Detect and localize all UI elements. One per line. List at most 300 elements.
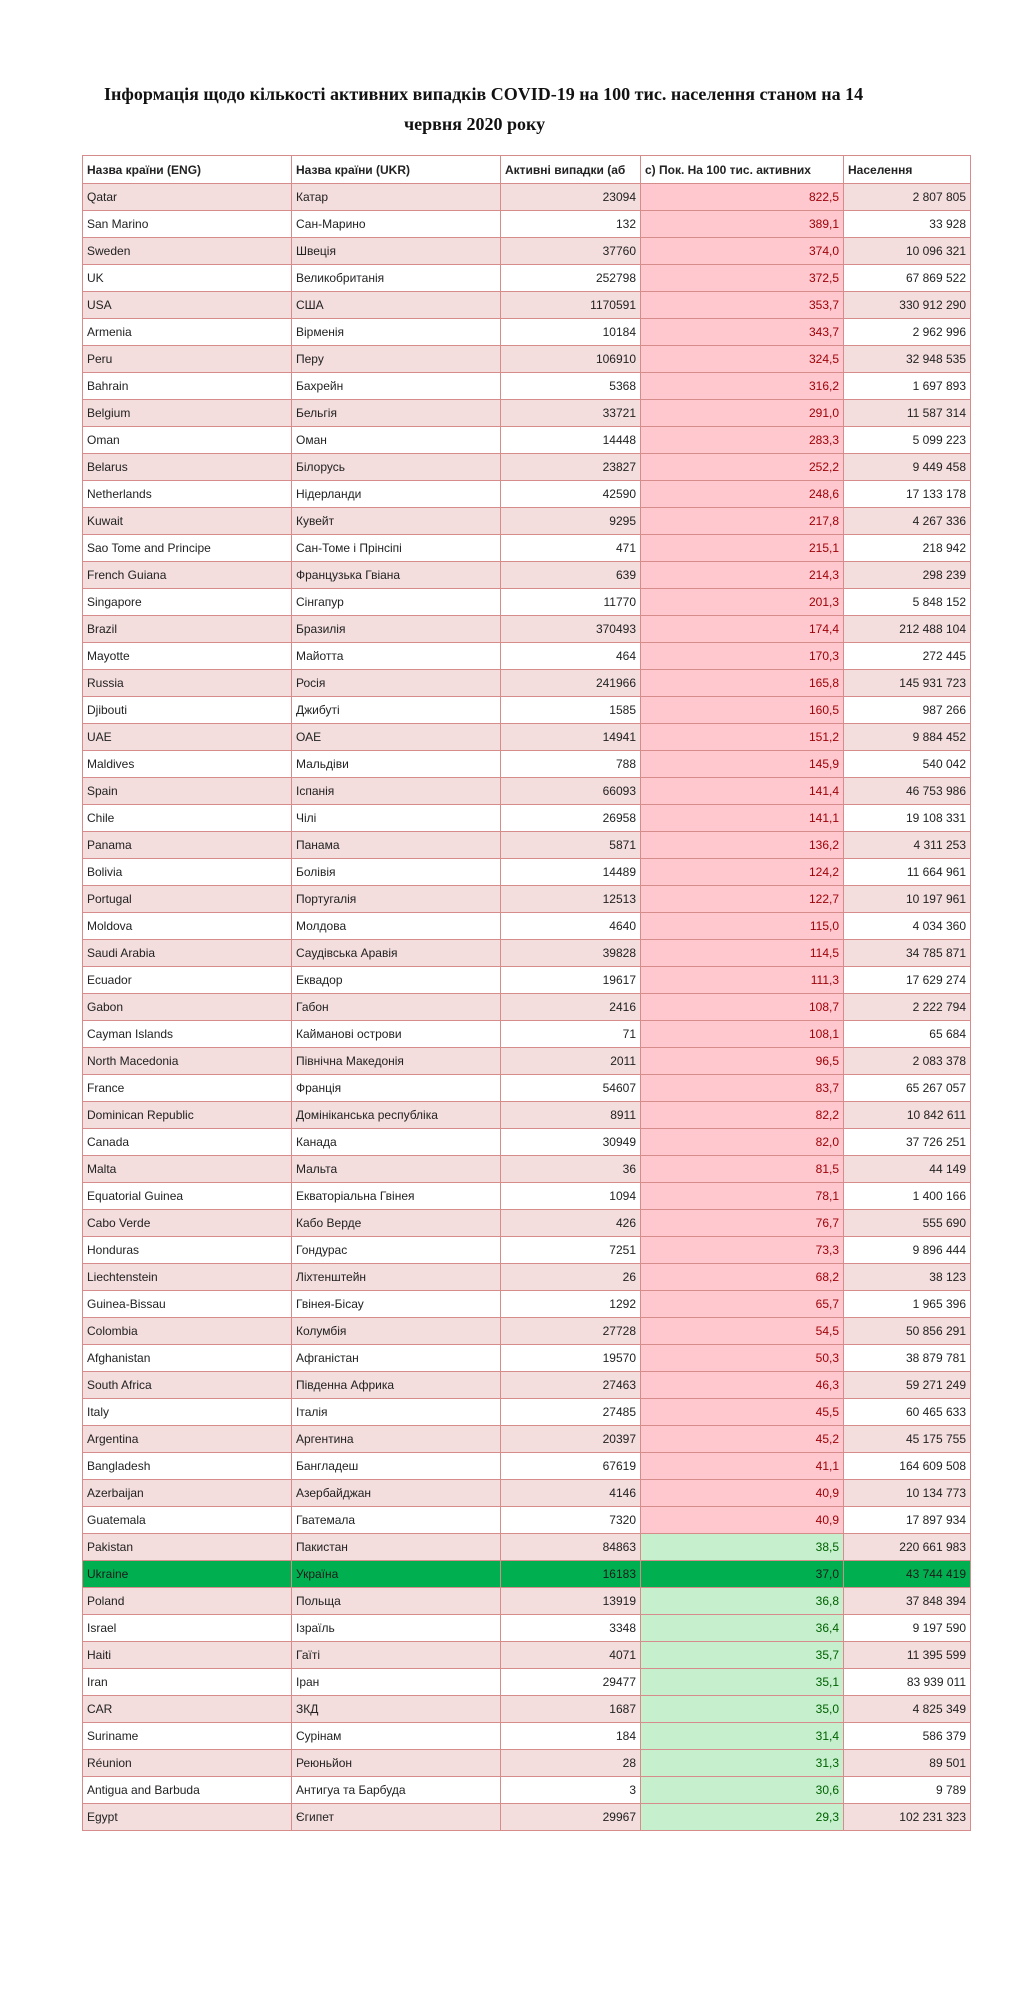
cell-population: 65 684 (844, 1021, 971, 1048)
cell-per-100k: 54,5 (641, 1318, 844, 1345)
cell-population: 67 869 522 (844, 265, 971, 292)
cell-country-ukr: Реюньйон (292, 1750, 501, 1777)
cell-population: 50 856 291 (844, 1318, 971, 1345)
table-row (83, 697, 971, 724)
table-row (83, 1480, 971, 1507)
cell-country-eng: Panama (83, 832, 292, 859)
cell-population: 43 744 419 (844, 1561, 971, 1588)
cell-country-ukr: Бангладеш (292, 1453, 501, 1480)
cell-country-ukr: Італія (292, 1399, 501, 1426)
cell-country-ukr: Катар (292, 184, 501, 211)
table-row (83, 1183, 971, 1210)
cell-per-100k: 389,1 (641, 211, 844, 238)
cell-active-cases: 42590 (501, 481, 641, 508)
cell-population: 9 449 458 (844, 454, 971, 481)
header-country-eng: Назва країни (ENG) (83, 156, 292, 184)
table-row (83, 1264, 971, 1291)
cell-country-ukr: Мальдіви (292, 751, 501, 778)
cell-country-ukr: Бразилія (292, 616, 501, 643)
cell-country-eng: Peru (83, 346, 292, 373)
table-row (83, 1291, 971, 1318)
cell-population: 212 488 104 (844, 616, 971, 643)
cell-population: 83 939 011 (844, 1669, 971, 1696)
table-row (83, 1210, 971, 1237)
cell-country-ukr: Чілі (292, 805, 501, 832)
cell-active-cases: 67619 (501, 1453, 641, 1480)
cell-country-ukr: Ізраїль (292, 1615, 501, 1642)
cell-active-cases: 11770 (501, 589, 641, 616)
covid-table (82, 155, 971, 1831)
cell-country-eng: Cayman Islands (83, 1021, 292, 1048)
cell-country-eng: Canada (83, 1129, 292, 1156)
table-row (83, 400, 971, 427)
cell-per-100k: 124,2 (641, 859, 844, 886)
cell-country-eng: Singapore (83, 589, 292, 616)
cell-per-100k: 83,7 (641, 1075, 844, 1102)
cell-population: 45 175 755 (844, 1426, 971, 1453)
cell-country-eng: Bahrain (83, 373, 292, 400)
cell-active-cases: 26958 (501, 805, 641, 832)
cell-per-100k: 201,3 (641, 589, 844, 616)
cell-country-ukr: Майотта (292, 643, 501, 670)
cell-active-cases: 12513 (501, 886, 641, 913)
cell-active-cases: 4146 (501, 1480, 641, 1507)
cell-active-cases: 471 (501, 535, 641, 562)
cell-active-cases: 23827 (501, 454, 641, 481)
cell-country-eng: Honduras (83, 1237, 292, 1264)
table-row (83, 724, 971, 751)
cell-population: 19 108 331 (844, 805, 971, 832)
cell-active-cases: 71 (501, 1021, 641, 1048)
cell-country-eng: Gabon (83, 994, 292, 1021)
cell-country-eng: South Africa (83, 1372, 292, 1399)
cell-active-cases: 5871 (501, 832, 641, 859)
cell-country-eng: North Macedonia (83, 1048, 292, 1075)
cell-country-eng: Suriname (83, 1723, 292, 1750)
cell-country-eng: Belgium (83, 400, 292, 427)
cell-per-100k: 31,4 (641, 1723, 844, 1750)
cell-per-100k: 31,3 (641, 1750, 844, 1777)
cell-active-cases: 252798 (501, 265, 641, 292)
cell-country-ukr: Джибуті (292, 697, 501, 724)
cell-country-ukr: Гондурас (292, 1237, 501, 1264)
cell-active-cases: 33721 (501, 400, 641, 427)
cell-country-eng: Liechtenstein (83, 1264, 292, 1291)
cell-population: 4 034 360 (844, 913, 971, 940)
cell-country-ukr: Антигуа та Барбуда (292, 1777, 501, 1804)
table-row (83, 1372, 971, 1399)
cell-country-ukr: Сан-Томе і Прінсіпі (292, 535, 501, 562)
cell-country-ukr: ЗКД (292, 1696, 501, 1723)
cell-country-eng: Cabo Verde (83, 1210, 292, 1237)
table-row (83, 1399, 971, 1426)
cell-population: 272 445 (844, 643, 971, 670)
table-row (83, 535, 971, 562)
table-row (83, 1561, 971, 1588)
table-row (83, 616, 971, 643)
cell-active-cases: 370493 (501, 616, 641, 643)
cell-country-ukr: Франція (292, 1075, 501, 1102)
cell-country-eng: Malta (83, 1156, 292, 1183)
cell-population: 1 965 396 (844, 1291, 971, 1318)
cell-per-100k: 81,5 (641, 1156, 844, 1183)
cell-population: 11 664 961 (844, 859, 971, 886)
header-per-100k: с) Пок. На 100 тис. активних (641, 156, 844, 184)
cell-country-eng: Chile (83, 805, 292, 832)
cell-country-eng: Spain (83, 778, 292, 805)
cell-active-cases: 54607 (501, 1075, 641, 1102)
cell-active-cases: 1170591 (501, 292, 641, 319)
cell-per-100k: 353,7 (641, 292, 844, 319)
table-row (83, 994, 971, 1021)
cell-active-cases: 14448 (501, 427, 641, 454)
cell-active-cases: 10184 (501, 319, 641, 346)
table-body (83, 184, 971, 1831)
cell-per-100k: 36,4 (641, 1615, 844, 1642)
header-population: Населення (844, 156, 971, 184)
cell-country-eng: Egypt (83, 1804, 292, 1831)
cell-per-100k: 40,9 (641, 1480, 844, 1507)
cell-per-100k: 73,3 (641, 1237, 844, 1264)
cell-country-eng: Israel (83, 1615, 292, 1642)
cell-country-eng: Bangladesh (83, 1453, 292, 1480)
cell-country-eng: Italy (83, 1399, 292, 1426)
cell-active-cases: 23094 (501, 184, 641, 211)
cell-country-ukr: Нідерланди (292, 481, 501, 508)
cell-active-cases: 132 (501, 211, 641, 238)
cell-population: 17 629 274 (844, 967, 971, 994)
table-row (83, 1642, 971, 1669)
cell-active-cases: 184 (501, 1723, 641, 1750)
cell-country-ukr: Французька Гвіана (292, 562, 501, 589)
cell-per-100k: 145,9 (641, 751, 844, 778)
cell-country-ukr: Єгипет (292, 1804, 501, 1831)
cell-population: 65 267 057 (844, 1075, 971, 1102)
cell-country-ukr: Білорусь (292, 454, 501, 481)
cell-population: 60 465 633 (844, 1399, 971, 1426)
cell-per-100k: 45,5 (641, 1399, 844, 1426)
table-row (83, 751, 971, 778)
cell-active-cases: 639 (501, 562, 641, 589)
cell-population: 32 948 535 (844, 346, 971, 373)
cell-population: 10 197 961 (844, 886, 971, 913)
cell-population: 145 931 723 (844, 670, 971, 697)
cell-country-eng: Iran (83, 1669, 292, 1696)
cell-active-cases: 30949 (501, 1129, 641, 1156)
cell-country-eng: CAR (83, 1696, 292, 1723)
cell-per-100k: 96,5 (641, 1048, 844, 1075)
cell-country-eng: Oman (83, 427, 292, 454)
table-row (83, 1426, 971, 1453)
cell-active-cases: 27728 (501, 1318, 641, 1345)
cell-country-ukr: Молдова (292, 913, 501, 940)
table-row (83, 562, 971, 589)
cell-per-100k: 214,3 (641, 562, 844, 589)
cell-country-eng: Azerbaijan (83, 1480, 292, 1507)
title-line-2: червня 2020 року (404, 114, 546, 134)
cell-per-100k: 65,7 (641, 1291, 844, 1318)
cell-country-ukr: Еквадор (292, 967, 501, 994)
cell-country-eng: Moldova (83, 913, 292, 940)
cell-country-ukr: США (292, 292, 501, 319)
cell-population: 555 690 (844, 1210, 971, 1237)
cell-country-ukr: Панама (292, 832, 501, 859)
cell-per-100k: 40,9 (641, 1507, 844, 1534)
table-row (83, 427, 971, 454)
cell-active-cases: 464 (501, 643, 641, 670)
cell-population: 11 587 314 (844, 400, 971, 427)
cell-active-cases: 5368 (501, 373, 641, 400)
cell-active-cases: 29967 (501, 1804, 641, 1831)
cell-per-100k: 165,8 (641, 670, 844, 697)
table-row (83, 454, 971, 481)
cell-country-ukr: Польща (292, 1588, 501, 1615)
cell-country-ukr: Екваторіальна Гвінея (292, 1183, 501, 1210)
cell-active-cases: 7251 (501, 1237, 641, 1264)
cell-country-ukr: Аргентина (292, 1426, 501, 1453)
table-row (83, 643, 971, 670)
cell-active-cases: 1292 (501, 1291, 641, 1318)
cell-country-ukr: Бахрейн (292, 373, 501, 400)
cell-per-100k: 82,0 (641, 1129, 844, 1156)
cell-country-eng: Qatar (83, 184, 292, 211)
cell-population: 10 134 773 (844, 1480, 971, 1507)
cell-active-cases: 7320 (501, 1507, 641, 1534)
table-row (83, 967, 971, 994)
cell-population: 11 395 599 (844, 1642, 971, 1669)
table-row (83, 1804, 971, 1831)
cell-active-cases: 36 (501, 1156, 641, 1183)
table-row (83, 1534, 971, 1561)
table-row (83, 1453, 971, 1480)
cell-per-100k: 160,5 (641, 697, 844, 724)
cell-per-100k: 122,7 (641, 886, 844, 913)
table-row (83, 940, 971, 967)
cell-active-cases: 426 (501, 1210, 641, 1237)
table-row (83, 346, 971, 373)
cell-country-eng: France (83, 1075, 292, 1102)
cell-population: 2 962 996 (844, 319, 971, 346)
cell-country-ukr: Росія (292, 670, 501, 697)
cell-active-cases: 4071 (501, 1642, 641, 1669)
cell-country-eng: San Marino (83, 211, 292, 238)
cell-country-ukr: Колумбія (292, 1318, 501, 1345)
cell-per-100k: 35,1 (641, 1669, 844, 1696)
cell-per-100k: 115,0 (641, 913, 844, 940)
cell-country-eng: Equatorial Guinea (83, 1183, 292, 1210)
cell-active-cases: 8911 (501, 1102, 641, 1129)
cell-active-cases: 14941 (501, 724, 641, 751)
cell-country-eng: Colombia (83, 1318, 292, 1345)
cell-per-100k: 50,3 (641, 1345, 844, 1372)
table-row (83, 1696, 971, 1723)
cell-active-cases: 13919 (501, 1588, 641, 1615)
cell-country-ukr: Саудівська Аравія (292, 940, 501, 967)
cell-population: 1 697 893 (844, 373, 971, 400)
cell-per-100k: 37,0 (641, 1561, 844, 1588)
table-header-row (83, 156, 971, 184)
table-row (83, 319, 971, 346)
cell-country-eng: Saudi Arabia (83, 940, 292, 967)
table-row (83, 778, 971, 805)
cell-population: 9 197 590 (844, 1615, 971, 1642)
table-row (83, 265, 971, 292)
cell-country-eng: Guinea-Bissau (83, 1291, 292, 1318)
table-row (83, 1237, 971, 1264)
table-row (83, 1345, 971, 1372)
cell-population: 218 942 (844, 535, 971, 562)
table-row (83, 832, 971, 859)
cell-population: 5 848 152 (844, 589, 971, 616)
cell-country-ukr: Кайманові острови (292, 1021, 501, 1048)
table-row (83, 1750, 971, 1777)
cell-active-cases: 9295 (501, 508, 641, 535)
cell-per-100k: 68,2 (641, 1264, 844, 1291)
cell-country-eng: Ecuador (83, 967, 292, 994)
cell-population: 44 149 (844, 1156, 971, 1183)
cell-country-eng: UK (83, 265, 292, 292)
cell-country-ukr: Ліхтенштейн (292, 1264, 501, 1291)
cell-per-100k: 141,1 (641, 805, 844, 832)
title-line-1: Інформація щодо кількості активних випадків COVID-19 на 100 тис. населення станом на 14 (104, 84, 864, 104)
cell-per-100k: 82,2 (641, 1102, 844, 1129)
cell-per-100k: 291,0 (641, 400, 844, 427)
table-row (83, 238, 971, 265)
cell-per-100k: 151,2 (641, 724, 844, 751)
cell-country-eng: Brazil (83, 616, 292, 643)
table-row (83, 1669, 971, 1696)
cell-country-eng: Guatemala (83, 1507, 292, 1534)
table-row (83, 1723, 971, 1750)
cell-per-100k: 822,5 (641, 184, 844, 211)
table-row (83, 859, 971, 886)
table-row (83, 1777, 971, 1804)
table-row (83, 508, 971, 535)
cell-country-ukr: Гвінея-Бісау (292, 1291, 501, 1318)
cell-country-ukr: Болівія (292, 859, 501, 886)
header-country-ukr: Назва країни (UKR) (292, 156, 501, 184)
cell-country-ukr: Вірменія (292, 319, 501, 346)
cell-per-100k: 35,0 (641, 1696, 844, 1723)
header-active-cases: Активні випадки (аб (501, 156, 641, 184)
table-row (83, 913, 971, 940)
cell-population: 9 896 444 (844, 1237, 971, 1264)
cell-country-ukr: Домініканська республіка (292, 1102, 501, 1129)
cell-population: 38 123 (844, 1264, 971, 1291)
table-row (83, 1048, 971, 1075)
cell-country-eng: UAE (83, 724, 292, 751)
cell-per-100k: 36,8 (641, 1588, 844, 1615)
cell-country-eng: Bolivia (83, 859, 292, 886)
table-row (83, 1156, 971, 1183)
table-row (83, 1021, 971, 1048)
cell-country-eng: Ukraine (83, 1561, 292, 1588)
cell-per-100k: 108,7 (641, 994, 844, 1021)
cell-active-cases: 3 (501, 1777, 641, 1804)
cell-country-ukr: Сан-Марино (292, 211, 501, 238)
cell-country-eng: Sao Tome and Principe (83, 535, 292, 562)
cell-country-ukr: Оман (292, 427, 501, 454)
cell-active-cases: 788 (501, 751, 641, 778)
cell-population: 330 912 290 (844, 292, 971, 319)
cell-active-cases: 29477 (501, 1669, 641, 1696)
cell-per-100k: 141,4 (641, 778, 844, 805)
cell-population: 4 825 349 (844, 1696, 971, 1723)
cell-active-cases: 14489 (501, 859, 641, 886)
cell-active-cases: 20397 (501, 1426, 641, 1453)
table-row (83, 670, 971, 697)
cell-country-ukr: Іспанія (292, 778, 501, 805)
cell-population: 17 133 178 (844, 481, 971, 508)
cell-country-ukr: Північна Македонія (292, 1048, 501, 1075)
cell-active-cases: 66093 (501, 778, 641, 805)
cell-country-ukr: Азербайджан (292, 1480, 501, 1507)
cell-population: 4 267 336 (844, 508, 971, 535)
cell-per-100k: 217,8 (641, 508, 844, 535)
cell-active-cases: 1094 (501, 1183, 641, 1210)
cell-population: 9 789 (844, 1777, 971, 1804)
cell-per-100k: 114,5 (641, 940, 844, 967)
cell-population: 37 726 251 (844, 1129, 971, 1156)
cell-per-100k: 46,3 (641, 1372, 844, 1399)
cell-country-ukr: Південна Африка (292, 1372, 501, 1399)
cell-active-cases: 28 (501, 1750, 641, 1777)
cell-per-100k: 41,1 (641, 1453, 844, 1480)
cell-population: 4 311 253 (844, 832, 971, 859)
cell-population: 17 897 934 (844, 1507, 971, 1534)
cell-population: 2 222 794 (844, 994, 971, 1021)
cell-country-ukr: Канада (292, 1129, 501, 1156)
cell-active-cases: 4640 (501, 913, 641, 940)
cell-country-eng: Maldives (83, 751, 292, 778)
cell-active-cases: 19617 (501, 967, 641, 994)
cell-active-cases: 106910 (501, 346, 641, 373)
cell-country-eng: Haiti (83, 1642, 292, 1669)
cell-country-ukr: Габон (292, 994, 501, 1021)
cell-active-cases: 84863 (501, 1534, 641, 1561)
cell-population: 2 807 805 (844, 184, 971, 211)
cell-population: 987 266 (844, 697, 971, 724)
cell-per-100k: 35,7 (641, 1642, 844, 1669)
cell-per-100k: 343,7 (641, 319, 844, 346)
cell-country-eng: Dominican Republic (83, 1102, 292, 1129)
cell-country-ukr: Афганістан (292, 1345, 501, 1372)
cell-per-100k: 111,3 (641, 967, 844, 994)
cell-population: 33 928 (844, 211, 971, 238)
cell-population: 37 848 394 (844, 1588, 971, 1615)
table-row (83, 1318, 971, 1345)
cell-per-100k: 38,5 (641, 1534, 844, 1561)
cell-country-ukr: Гаїті (292, 1642, 501, 1669)
cell-per-100k: 76,7 (641, 1210, 844, 1237)
cell-active-cases: 26 (501, 1264, 641, 1291)
cell-country-ukr: Великобританія (292, 265, 501, 292)
cell-per-100k: 174,4 (641, 616, 844, 643)
cell-active-cases: 2011 (501, 1048, 641, 1075)
cell-active-cases: 1585 (501, 697, 641, 724)
cell-country-ukr: Сурінам (292, 1723, 501, 1750)
table-row (83, 481, 971, 508)
table-row (83, 184, 971, 211)
cell-population: 59 271 249 (844, 1372, 971, 1399)
table-row (83, 1588, 971, 1615)
cell-population: 540 042 (844, 751, 971, 778)
cell-country-eng: Kuwait (83, 508, 292, 535)
table-row (83, 589, 971, 616)
cell-population: 1 400 166 (844, 1183, 971, 1210)
cell-country-ukr: Пакистан (292, 1534, 501, 1561)
cell-per-100k: 78,1 (641, 1183, 844, 1210)
